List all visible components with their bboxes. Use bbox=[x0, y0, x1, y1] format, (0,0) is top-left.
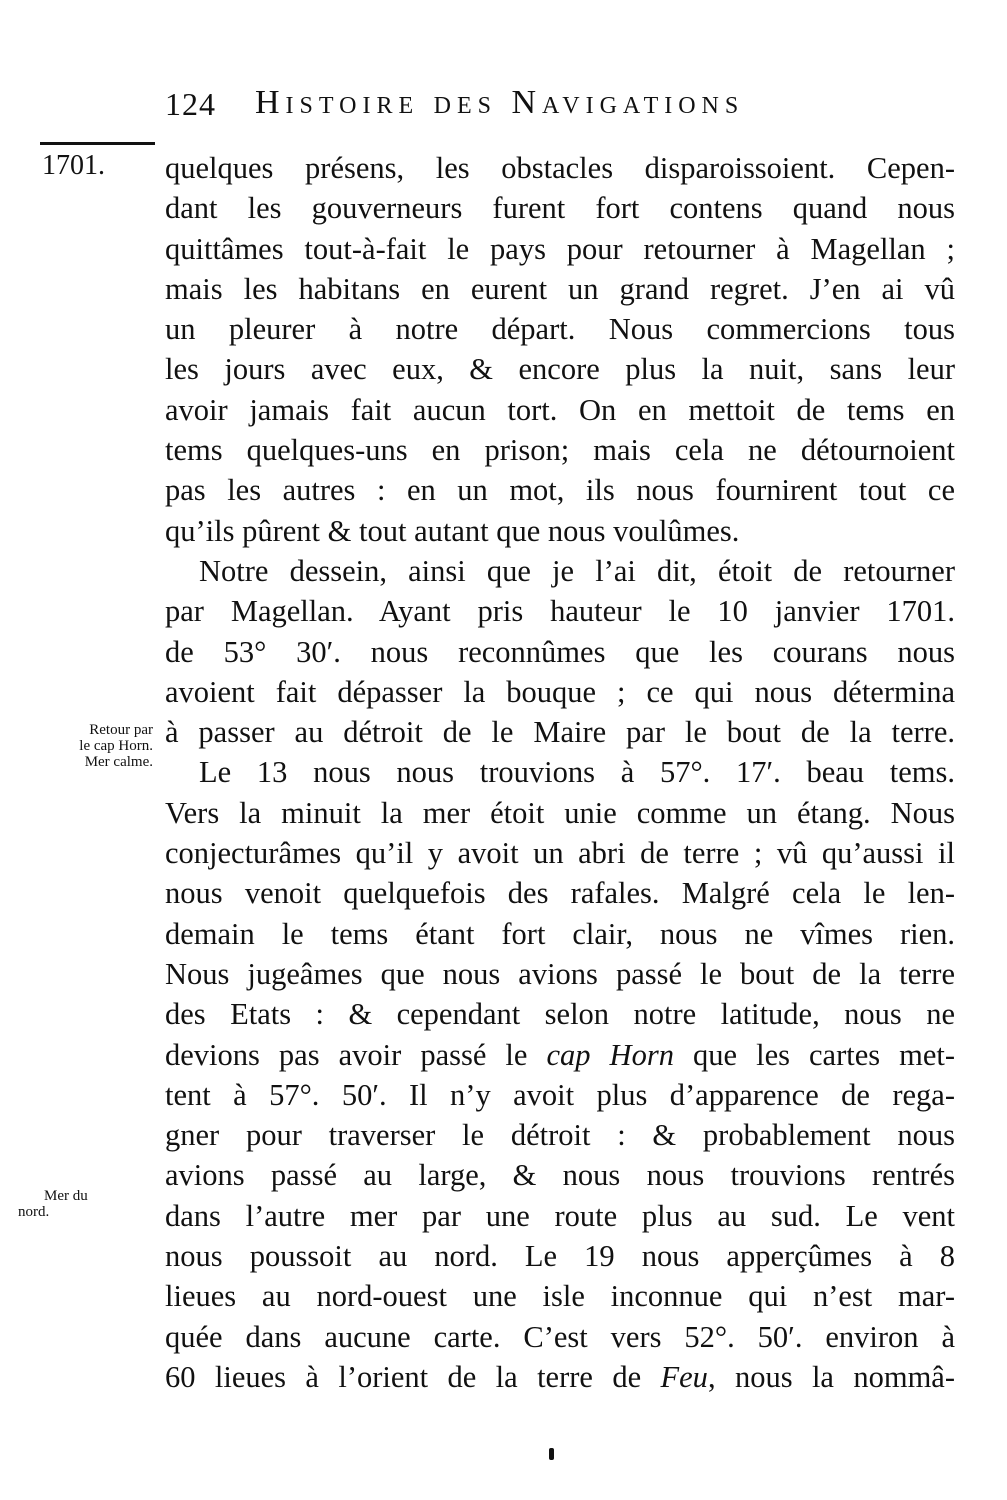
text-line: conjecturâmes qu’il y avoit un abri de terre ; vû qu’aussi il bbox=[165, 836, 955, 871]
italic-place-name: cap Horn bbox=[546, 1037, 674, 1072]
text-line: tent à 57°. 50′. Il n’y avoit plus d’apparence de rega- bbox=[165, 1077, 955, 1112]
text-line: nous venoit quelquefois des rafales. Malgré cela le len- bbox=[165, 876, 955, 911]
text-line: demain le tems étant fort clair, nous ne vîmes rien. bbox=[165, 916, 955, 951]
text-line: lieues au nord-ouest une isle inconnue qui n’est mar- bbox=[165, 1279, 955, 1314]
text-line: dans l’autre mer par une route plus au sud. Le vent bbox=[165, 1198, 955, 1233]
text-line: Nous jugeâmes que nous avions passé le bout de la terre bbox=[165, 956, 955, 991]
margin-note-line: Retour par bbox=[89, 722, 153, 738]
margin-note-line: le cap Horn. bbox=[79, 738, 153, 754]
text-line: des Etats : & cependant selon notre latitude, nous ne bbox=[165, 997, 955, 1032]
margin-note-retour bbox=[18, 722, 153, 770]
text-segment: devions pas avoir passé le bbox=[165, 1037, 528, 1072]
page-header bbox=[165, 82, 945, 126]
italic-place-name: Feu bbox=[660, 1359, 708, 1394]
margin-year: 1701. bbox=[42, 150, 105, 181]
text-line: qu’ils pûrent & tout autant que nous voulûmes. bbox=[165, 513, 740, 548]
text-segment: que les cartes met- bbox=[693, 1037, 956, 1072]
text-line: un pleurer à notre départ. Nous commercions tous bbox=[165, 312, 955, 347]
text-line: pas les autres : en un mot, ils nous fournirent tout ce bbox=[165, 473, 955, 508]
page-number: 124 bbox=[165, 86, 216, 122]
margin-note-line: nord. bbox=[18, 1204, 50, 1220]
text-line: gner pour traverser le détroit : & probablement nous bbox=[165, 1118, 955, 1153]
text-line: Notre dessein, ainsi que je l’ai dit, étoit de retourner bbox=[199, 553, 955, 588]
running-title: Histoire des Navigations bbox=[255, 84, 745, 121]
text-segment: 60 lieues à l’orient de la terre de bbox=[165, 1359, 642, 1394]
text-line: quée dans aucune carte. C’est vers 52°. 50′. environ à bbox=[165, 1319, 955, 1354]
text-segment: , nous la nommâ- bbox=[707, 1359, 955, 1394]
text-line: tems quelques-uns en prison; mais cela ne détournoient bbox=[165, 433, 955, 468]
signature-mark bbox=[549, 1448, 554, 1460]
text-line: avions passé au large, & nous nous trouvions rentrés bbox=[165, 1158, 955, 1193]
body-text bbox=[165, 148, 955, 1397]
text-line: quelques présens, les obstacles disparoissoient. Cepen- bbox=[165, 151, 955, 185]
text-line: dant les gouverneurs furent fort contens quand nous bbox=[165, 191, 955, 226]
text-line-with-italic bbox=[165, 1357, 955, 1397]
text-line-with-italic bbox=[165, 1035, 955, 1075]
text-line: Le 13 nous nous trouvions à 57°. 17′. beau tems. bbox=[199, 755, 955, 790]
text-line: de 53° 30′. nous reconnûmes que les courans nous bbox=[165, 634, 955, 669]
text-line: par Magellan. Ayant pris hauteur le 10 janvier 1701. bbox=[165, 594, 955, 629]
text-line: à passer au détroit de le Maire par le bout de la terre. bbox=[165, 715, 955, 750]
margin-note-line: Mer calme. bbox=[84, 754, 153, 770]
text-line: avoir jamais fait aucun tort. On en mettoit de tems en bbox=[165, 392, 955, 427]
text-line: quittâmes tout-à-fait le pays pour retourner à Magellan ; bbox=[165, 231, 955, 266]
margin-note-line: Mer du bbox=[44, 1188, 88, 1204]
text-line: nous poussoit au nord. Le 19 nous apperçûmes à 8 bbox=[165, 1239, 955, 1274]
text-line: Vers la minuit la mer étoit unie comme un étang. Nous bbox=[165, 795, 955, 830]
margin-note-mer-du-nord bbox=[18, 1188, 128, 1220]
year-rule bbox=[40, 142, 155, 145]
text-line: mais les habitans en eurent un grand regret. J’en ai vû bbox=[165, 271, 955, 306]
text-line: les jours avec eux, & encore plus la nuit, sans leur bbox=[165, 352, 955, 387]
text-line: avoient fait dépasser la bouque ; ce qui nous détermina bbox=[165, 674, 955, 709]
